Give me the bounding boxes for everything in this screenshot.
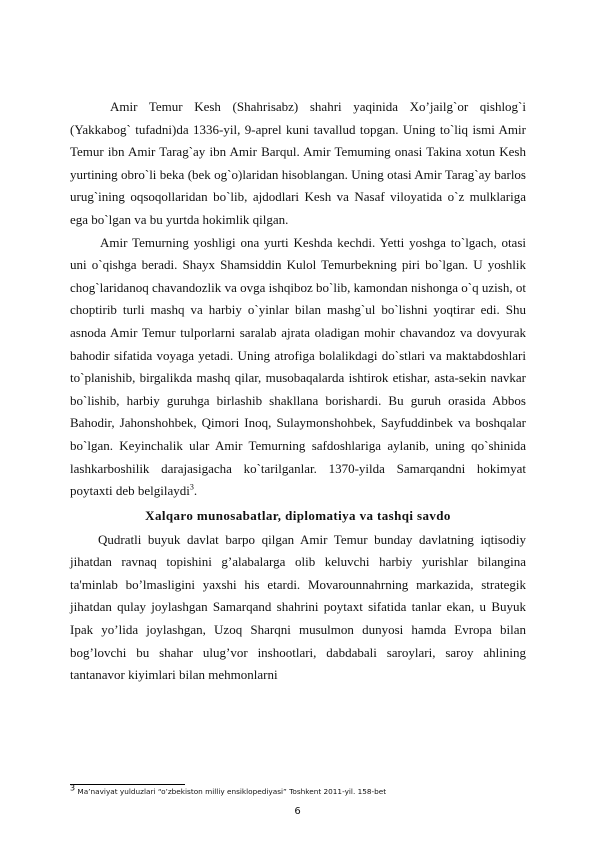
footnote-number: 3 [70, 783, 76, 793]
footnote-text: Ma’naviyat yulduzlari “o’zbekiston milliy ensiklopediyasi” Toshkent 2011-yil. 158-bet [75, 787, 387, 796]
paragraph-youth-end: . [193, 483, 198, 499]
footnote-divider [70, 784, 185, 785]
paragraph-youth-text: Amir Temurning yoshligi ona yurti Keshda kechdi. Yetti yoshga to`lgach, otasi uni o`qishga beradi. Shayx Shamsiddin Kulol Temurbekning piri bo`lgan. U yoshlik chog`laridanoq chavandozlik va ovga ishqiboz bo`lib, kamondan nishonga o`q uzish, ot choptirib turli mashq va harbiy o`yinlar bilan mashg`ul bo`lishni yoqtirar edi. Shu asnoda Amir Temur tulporlarni saralab ajrata oladigan mohir chavandoz va dovyurak bahodir sifatida voyaga yetadi. Uning atrofiga bolalikdagi do`stlari va maktabdoshlari to`planishib, birgalikda mashq qilar, musobaqalarda ishtirok etishar, asta-sekin navkar bo`lishib, harbiy guruhga birlashib shakllana borishardi. Bu guruh orasida Abbos Bahodir, Jahonshohbek, Qimori Inoq, Sulaymonshohbek, Sayfuddinbek va boshqalar bo`lgan. Keyinchalik ular Amir Temurning safdoshlariga aylanib, uning qo`shinida lashkarboshilik darajasigacha ko`tarilganlar. 1370-yilda Samarqandni hokimyat poytaxti deb belgilaydi [70, 234, 526, 499]
page-body [70, 96, 526, 687]
paragraph-diplomacy: Qudratli buyuk davlat barpo qilgan Amir Temur bunday davlatning iqtisodiy jihatdan ravnaq topishini g’alabalarga olib keluvchi harbiy yurishlar bilangina ta'minlab bo’lmasligini yaxshi his etardi. Movarounnahrning markazida, strategik jihatdan qulay joylashgan Samarqand shahrini poytaxt sifatida tanlar ekan, u Buyuk Ipak yo’lida joylashgan, Uzoq Sharqni musulmon dunyosi hamda Evropa bilan bog’lovchi bu shahar ulug’vor inshootlari, dabdabali saroylari, saroy ahlining tantanavor kiyimlari bilan mehmonlarni [70, 531, 526, 683]
paragraph-youth [70, 232, 526, 503]
section-heading: Xalqaro munosabatlar, diplomatiya va tashqi savdo [145, 507, 451, 523]
paragraph-birth: Amir Temur Kesh (Shahrisabz) shahri yaqinida Xo’jailg`or qishlog`i (Yakkabog` tufadni)da 1336-yil, 9-aprel kuni tavallud topgan. Uning to`liq ismi Amir Temur ibn Amir Tarag`ay ibn Amir Barqul. Amir Temuming onasi Takina xotun Kesh yurtining obro`li beka (bek og`o)laridan hisoblangan. Uning otasi Amir Tarag`ay barlos urug`ining oqsoqollaridan bo`lib, ajdodlari Kesh va Nasaf viloyatida o`z mulklariga ega bo`lgan va bu yurtda hokimlik qilgan. [70, 99, 526, 227]
footnote-reference[interactable]: 3 [189, 482, 194, 492]
footnote [70, 783, 387, 797]
page-number: 6 [294, 806, 301, 817]
